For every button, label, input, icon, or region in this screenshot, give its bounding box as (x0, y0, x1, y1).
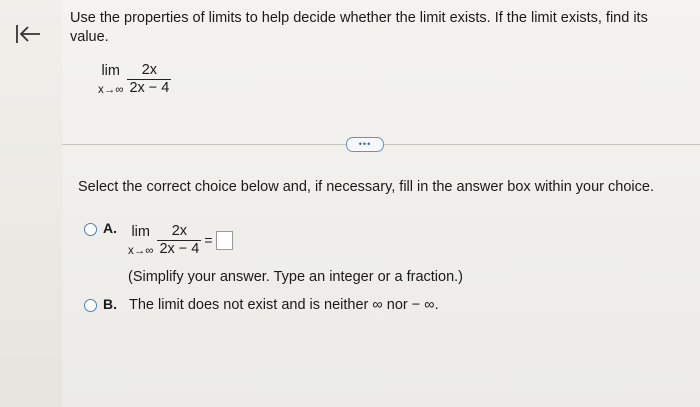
question-panel (62, 0, 700, 407)
lim-word: lim (131, 223, 150, 240)
question-prompt: Use the properties of limits to help decide whether the limit exists. If the limit exists, find its value. (70, 10, 648, 45)
lim-operator (98, 63, 123, 97)
fraction-numerator: 2x (141, 62, 158, 78)
fraction-denominator: 2x − 4 (129, 80, 170, 97)
choice-a-limit-expression (128, 223, 233, 258)
lim-approach: x→∞ (128, 244, 154, 257)
lim-word: lim (101, 62, 120, 79)
fraction-denominator: 2x − 4 (159, 241, 200, 258)
choice-b-radio[interactable] (84, 299, 97, 312)
back-to-start-button[interactable] (14, 22, 42, 46)
choice-b[interactable] (84, 296, 439, 314)
choice-a-answer-box[interactable] (216, 231, 233, 250)
instruction-text: Select the correct choice below and, if necessary, fill in the answer box within your choice. (78, 179, 654, 195)
choice-a-fraction (157, 223, 201, 258)
back-to-start-icon (14, 22, 42, 46)
equals-sign: = (204, 232, 213, 249)
choice-a-radio[interactable] (84, 223, 97, 236)
fraction-numerator: 2x (171, 223, 188, 239)
choice-a-hint: (Simplify your answer. Type an integer or a fraction.) (128, 269, 463, 285)
choice-b-letter: B. (103, 296, 117, 312)
choice-a-lim-operator (128, 224, 153, 258)
choice-a[interactable] (84, 220, 117, 237)
left-rail (0, 0, 63, 407)
lim-approach: x→∞ (98, 83, 124, 96)
choice-b-text: The limit does not exist and is neither ∞ nor − ∞. (129, 297, 439, 313)
choice-a-letter: A. (103, 220, 117, 236)
more-options-button[interactable]: ••• (346, 137, 384, 152)
question-limit-expression (98, 62, 171, 97)
limit-fraction (127, 62, 171, 97)
